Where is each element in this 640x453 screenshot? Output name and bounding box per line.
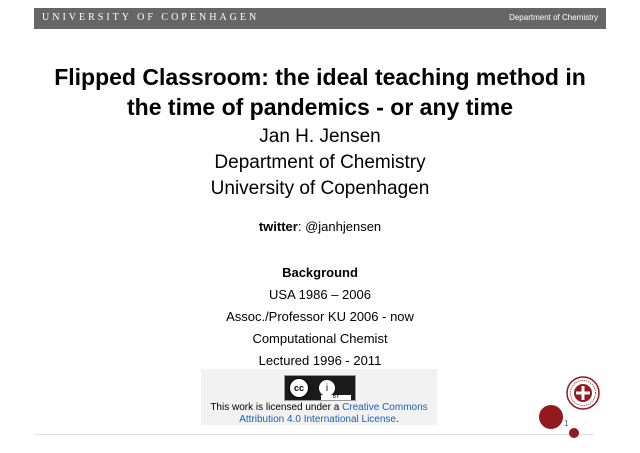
twitter-label: twitter [258,219,298,234]
university-seal-icon [566,376,600,410]
license-link-attribution[interactable]: Attribution 4.0 International License [239,414,396,425]
background-heading: Background [282,265,358,280]
twitter-line [0,219,640,234]
footer-divider [34,434,594,435]
twitter-handle: : @janhjensen [297,219,382,234]
decorative-dot-small [569,428,579,438]
background-item: Computational Chemist [252,331,388,346]
title-line-2: the time of pandemics - or any time [127,94,513,120]
background-item: Lectured 1996 - 2011 [258,353,382,368]
by-label: BY [321,395,351,400]
background-item: USA 1986 – 2006 [269,287,371,302]
slide-title [0,62,640,122]
license-prefix: This work is licensed under a [210,402,343,413]
cc-by-badge[interactable] [284,375,356,401]
background-item: Assoc./Professor KU 2006 - now [226,309,414,324]
license-link-cc[interactable]: Creative Commons [342,402,428,413]
page-number: 1 [564,419,569,428]
header-bar [34,8,606,29]
background-section [0,262,640,372]
cc-icon: cc [289,378,309,398]
author-university: University of Copenhagen [210,178,430,199]
decorative-dot-large [539,405,563,429]
license-box [201,369,437,425]
author-name: Jan H. Jensen [259,126,381,147]
university-name: UNIVERSITY OF COPENHAGEN [42,12,260,23]
department-name: Department of Chemistry [509,13,598,22]
attribution-icon: i [319,380,335,396]
license-text-line-1 [201,402,437,413]
author-block [0,124,640,202]
author-department: Department of Chemistry [214,152,426,173]
license-suffix: . [396,414,399,425]
title-line-1: Flipped Classroom: the ideal teaching method in [54,64,586,90]
license-text-line-2 [201,414,437,425]
